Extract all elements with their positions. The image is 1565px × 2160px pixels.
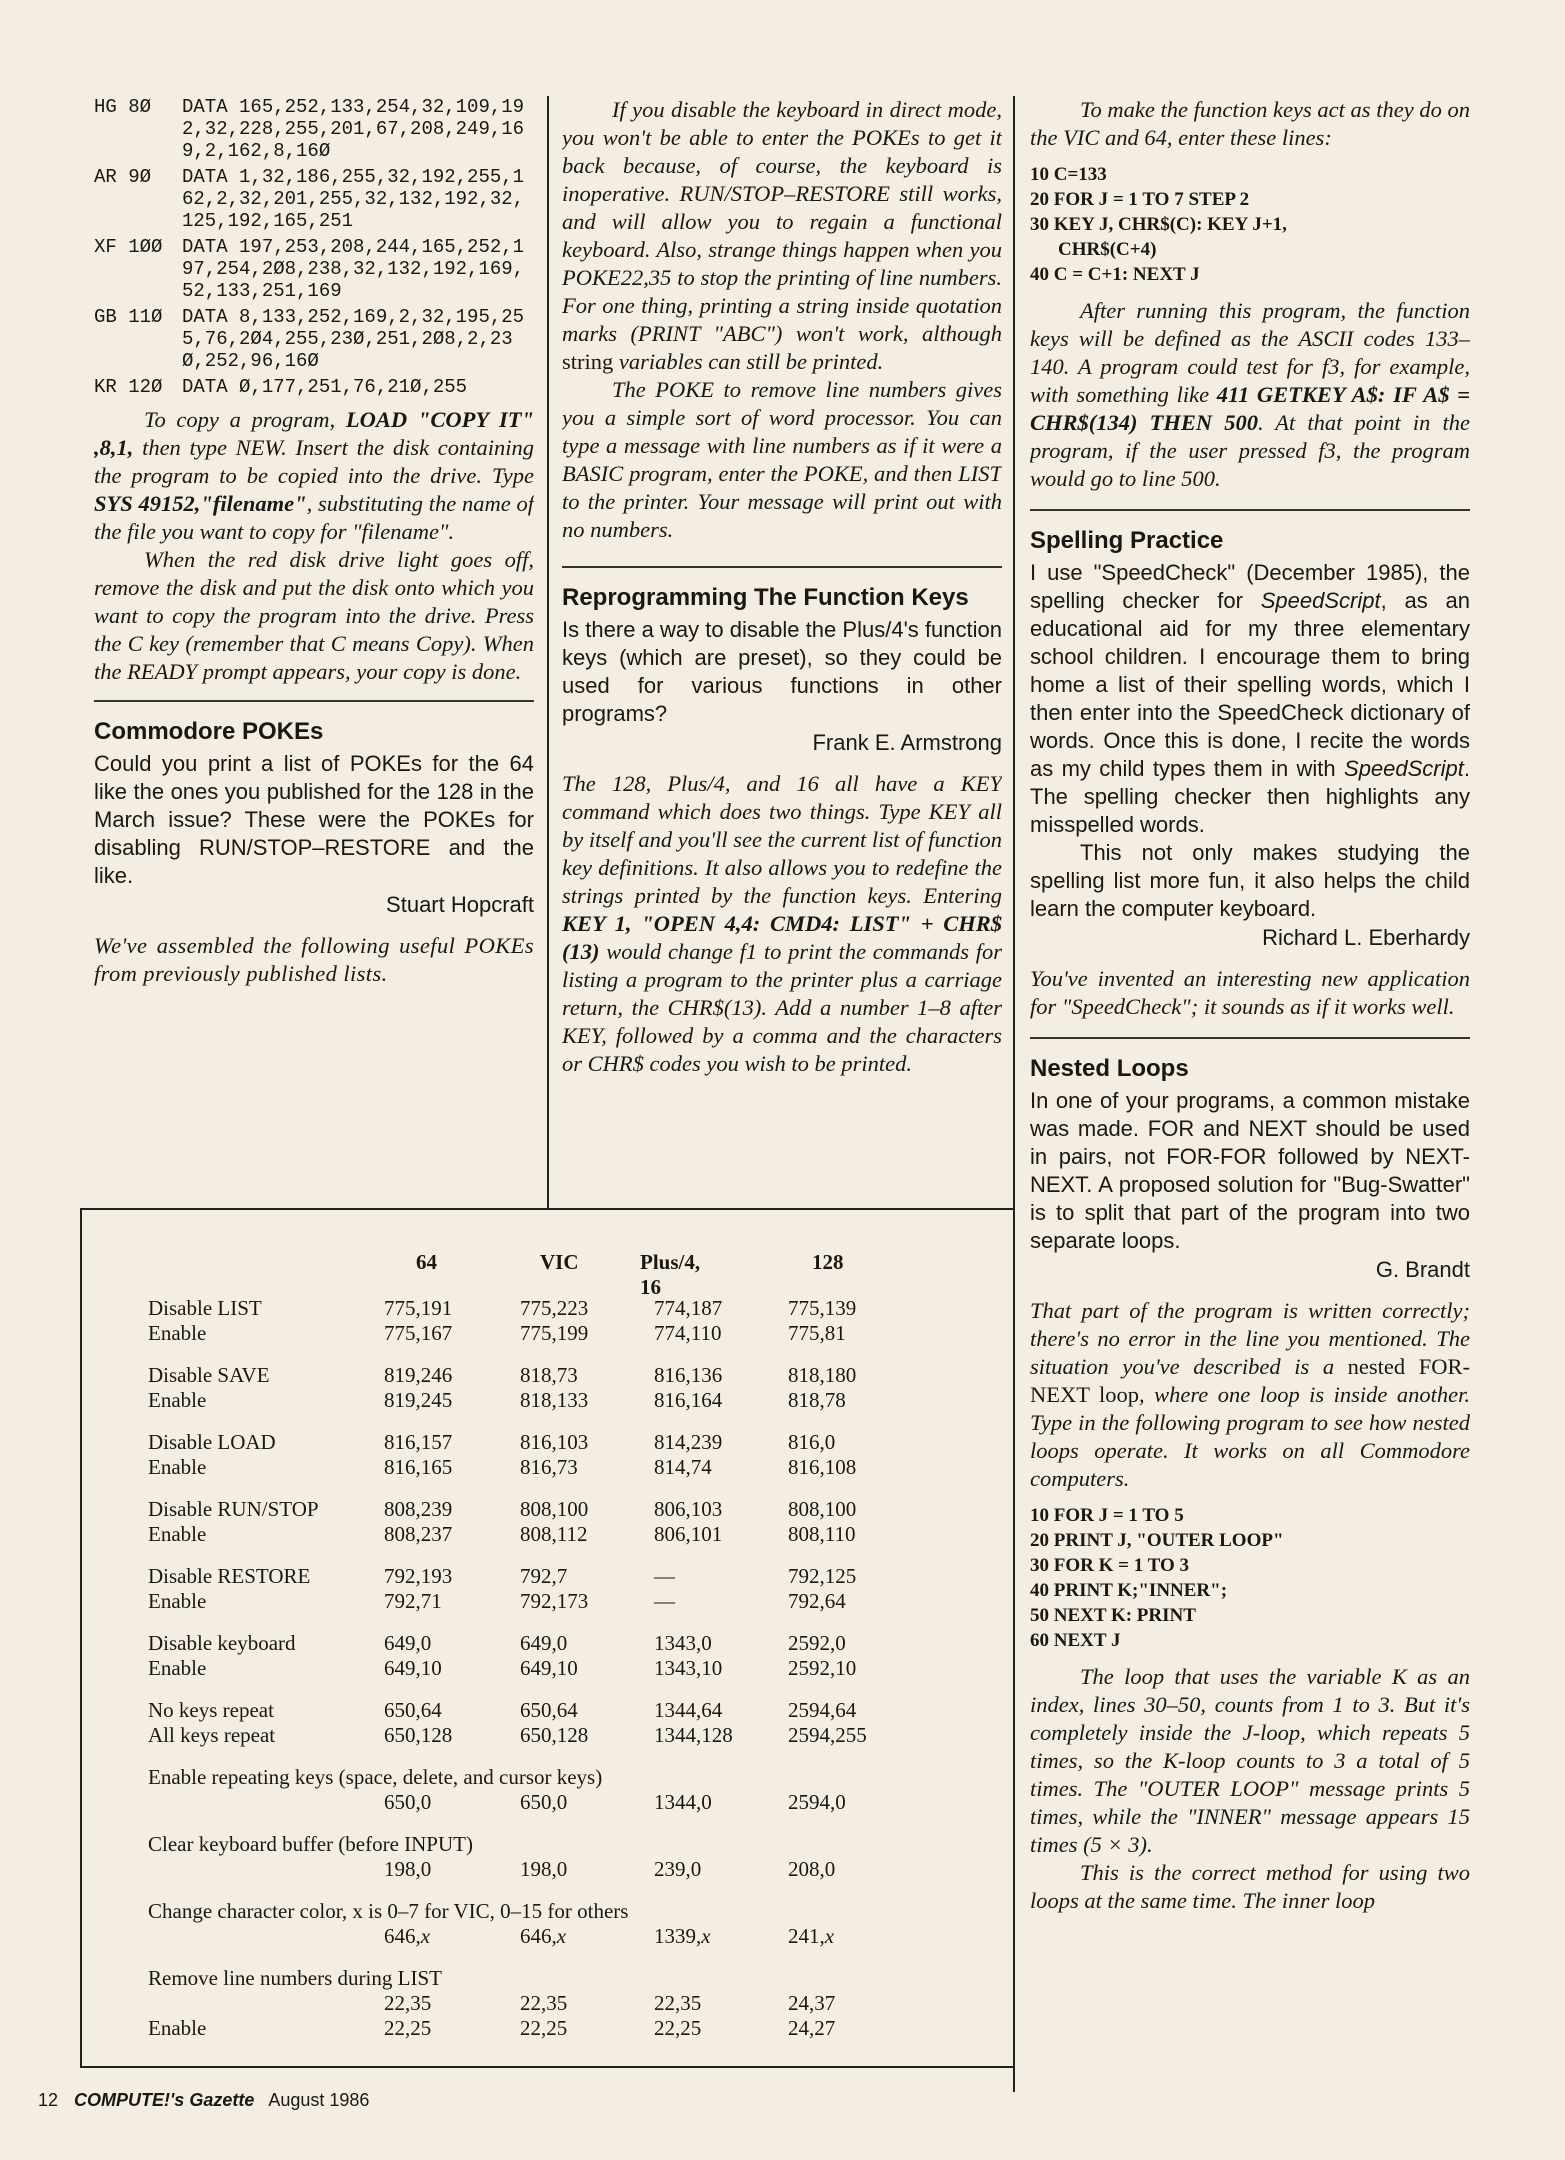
speedscript-title: SpeedScript — [1260, 588, 1381, 613]
explanation-text-b: . At that point in the program, if the user pressed f3, the program would go to line 500. — [1030, 410, 1470, 491]
copy-text-c: , substituting the name of the file you want to copy for "filename". — [94, 491, 534, 544]
variable-x: x — [556, 1924, 567, 1948]
table-row — [148, 1497, 908, 1522]
copy-load-command: LOAD "COPY IT" ,8,1, — [94, 407, 534, 460]
table-cell: 646,x — [520, 1924, 567, 1948]
table-cell: 22,35 — [520, 1991, 568, 2015]
table-cell: 819,246 — [384, 1363, 453, 1387]
code-line: 50 NEXT K: PRINT — [1030, 1605, 1196, 1626]
editor-answer — [562, 770, 1002, 1078]
table-row — [148, 1564, 908, 1589]
data-statement: DATA 1,32,186,255,32,192,255,162,2,32,201,255,32,132,192,32,125,192,165,251 — [182, 166, 525, 232]
function-key-explanation — [1030, 297, 1470, 493]
table-cell: 806,103 — [654, 1497, 723, 1521]
code-line: 40 C = C+1: NEXT J — [1030, 264, 1200, 285]
row-caption: Remove line numbers during LIST — [148, 1966, 442, 1990]
table-cell: 1343,0 — [654, 1631, 712, 1655]
data-line — [94, 376, 534, 398]
table-row — [148, 1723, 908, 1748]
table-cell: 650,128 — [520, 1723, 589, 1747]
checksum-line-number: HG 8Ø — [94, 96, 152, 118]
table-cell: 775,223 — [520, 1296, 589, 1320]
copy-text-a: To copy a program, — [144, 407, 346, 432]
word-processor-note: The POKE to remove line numbers gives you a simple sort of word processor. You can type a message with line numbers as if it were a BASIC program, enter the POKE, and then LIST to the printer. Your message will print out with no numbers. — [562, 377, 1002, 542]
table-cell: 2594,0 — [788, 1790, 846, 1814]
issue-date: August 1986 — [268, 2090, 370, 2110]
table-cell: 239,0 — [654, 1857, 702, 1881]
table-cell: 649,0 — [384, 1631, 432, 1655]
keyboard-note-text: If you disable the keyboard in direct mode, you won't be able to enter the POKEs to get it back because, of course, the keyboard is inoperative. RUN/STOP–RESTORE still works, and will allow you to regain a functional keyboard. Also, strange things happen when you POKE22,35 to stop the printing of line numbers. For one thing, printing a string inside quotation marks (PRINT "ABC") won't work, although — [562, 97, 1002, 346]
answer-text-a: The 128, Plus/4, and 16 all have a KEY command which does two things. Type KEY all by itself and you'll see the current list of function key definitions. It also allows you to redefine the strings printed by the function keys. Entering — [562, 771, 1002, 908]
code-line: 20 PRINT J, "OUTER LOOP" — [1030, 1530, 1284, 1551]
table-cell: 2592,0 — [788, 1631, 846, 1655]
data-statement: DATA 8,133,252,169,2,32,195,255,76,2Ø4,255,23Ø,251,2Ø8,2,23Ø,252,96,16Ø — [182, 306, 525, 372]
table-row — [148, 1966, 908, 1991]
table-cell: 775,191 — [384, 1296, 453, 1320]
row-label: No keys repeat — [148, 1698, 274, 1722]
data-statement: DATA 165,252,133,254,32,109,192,32,228,255,201,67,208,249,169,2,162,8,16Ø — [182, 96, 525, 162]
table-cell: 818,78 — [788, 1388, 846, 1412]
table-cell: 816,165 — [384, 1455, 453, 1479]
table-cell: 818,180 — [788, 1363, 857, 1387]
nested-loop-term: nested FOR-NEXT loop — [1030, 1354, 1470, 1407]
table-cell: 22,25 — [384, 2016, 432, 2040]
table-row — [148, 1832, 908, 1857]
editor-answer: You've invented an interesting new application for "SpeedCheck"; it sounds as if it works well. — [1030, 966, 1470, 1019]
code-line: 60 NEXT J — [1030, 1630, 1121, 1651]
letter-text-b: , as an educational aid for my three elementary school children. I encourage them to bring home a list of their spelling words, which I then enter into the SpeedCheck dictionary of words. Once this is done, I recite the words as my child types them in with — [1030, 588, 1470, 781]
table-cell: 808,112 — [520, 1522, 588, 1546]
table-header-plus4: Plus/4, 16 — [640, 1250, 701, 1299]
table-cell: 241,x — [788, 1924, 835, 1948]
code-line: 10 FOR J = 1 TO 5 — [1030, 1505, 1184, 1526]
copy-instructions — [94, 406, 534, 546]
section-divider — [94, 700, 534, 702]
table-cell: 24,27 — [788, 2016, 836, 2040]
right-column — [1030, 96, 1470, 2092]
middle-column — [562, 96, 1002, 1190]
table-cell: 2594,64 — [788, 1698, 857, 1722]
table-cell: 198,0 — [384, 1857, 432, 1881]
table-cell: 816,73 — [520, 1455, 578, 1479]
data-statement: DATA 197,253,208,244,165,252,197,254,2Ø8,238,32,132,192,169,52,133,251,169 — [182, 236, 525, 302]
checksum-line-number: XF 1ØØ — [94, 236, 163, 258]
letter-signature: Richard L. Eberhardy — [1262, 925, 1470, 950]
column-rule-right — [1013, 96, 1015, 2092]
table-cell: — — [654, 1564, 675, 1588]
table-cell: 649,10 — [520, 1656, 578, 1680]
row-caption: Clear keyboard buffer (before INPUT) — [148, 1832, 473, 1856]
table-cell: 208,0 — [788, 1857, 836, 1881]
keyboard-note-end: variables can still be printed. — [613, 349, 884, 374]
nested-loop-program — [1030, 1503, 1470, 1653]
table-row — [148, 1765, 908, 1790]
copy-instructions-2: When the red disk drive light goes off, remove the disk and put the disk onto which you want to copy the program into the drive. Press the C key (remember that C means Copy). When the READY prompt appears, your copy is done. — [94, 547, 534, 684]
table-header-64: 64 — [416, 1250, 437, 1274]
table-cell: 775,167 — [384, 1321, 453, 1345]
row-label: Disable keyboard — [148, 1631, 296, 1655]
column-rule-left — [547, 96, 549, 1208]
table-cell: 650,64 — [520, 1698, 578, 1722]
code-line: 30 KEY J, CHR$(C): KEY J+1, — [1030, 214, 1287, 235]
code-line: 30 FOR K = 1 TO 3 — [1030, 1555, 1189, 1576]
table-row — [148, 1522, 908, 1547]
variable-x: x — [824, 1924, 835, 1948]
section-divider — [562, 566, 1002, 568]
page-number: 12 — [38, 2090, 59, 2110]
table-row — [148, 1296, 908, 1321]
row-label: Disable LOAD — [148, 1430, 276, 1454]
table-cell: 808,110 — [788, 1522, 856, 1546]
table-cell: 650,128 — [384, 1723, 453, 1747]
getkey-example: 411 GETKEY A$: IF A$ = CHR$(134) THEN 500 — [1030, 382, 1470, 435]
row-label: All keys repeat — [148, 1723, 276, 1747]
row-label: Disable RUN/STOP — [148, 1497, 319, 1521]
table-cell: 775,199 — [520, 1321, 589, 1345]
letter-question: Is there a way to disable the Plus/4's function keys (which are preset), so they could be used for various functions in other programs? — [562, 617, 1002, 726]
table-cell: 650,0 — [384, 1790, 432, 1814]
table-cell: 816,108 — [788, 1455, 857, 1479]
table-cell: 1344,0 — [654, 1790, 712, 1814]
data-line — [94, 166, 534, 232]
table-cell: 792,173 — [520, 1589, 589, 1613]
answer-text-a: That part of the program is written correctly; there's no error in the line you mentioned. The situation you've described is a — [1030, 1298, 1470, 1379]
table-cell: 646,x — [384, 1924, 431, 1948]
row-caption: Change character color, x is 0–7 for VIC, 0–15 for others — [148, 1899, 629, 1923]
table-row — [148, 1388, 908, 1413]
variable-x: x — [701, 1924, 711, 1948]
table-cell: 1339,x — [654, 1924, 711, 1948]
data-line — [94, 96, 534, 162]
checksum-line-number: AR 9Ø — [94, 166, 152, 188]
table-cell: — — [654, 1589, 675, 1613]
letter-signature: Stuart Hopcraft — [386, 892, 534, 917]
table-row — [148, 1363, 908, 1388]
letter-question: Could you print a list of POKEs for the 64 like the ones you published for the 128 in the March issue? These were the POKEs for disabling RUN/STOP–RESTORE and the like. — [94, 751, 534, 888]
table-cell: 649,10 — [384, 1656, 442, 1680]
row-label: Enable — [148, 1589, 207, 1613]
table-cell: 22,25 — [520, 2016, 568, 2040]
code-line: CHR$(C+4) — [1058, 239, 1157, 260]
table-cell: 2592,10 — [788, 1656, 857, 1680]
table-cell: 22,35 — [654, 1991, 702, 2015]
speedscript-title: SpeedScript — [1344, 756, 1464, 781]
table-row — [148, 1991, 908, 2016]
table-row — [148, 1790, 908, 1815]
table-cell: 2594,255 — [788, 1723, 867, 1747]
letter-question: In one of your programs, a common mistake was made. FOR and NEXT should be used in pairs, not FOR-FOR followed by NEXT-NEXT. A proposed solution for "Bug-Swatter" is to split that part of the program into two separate loops. — [1030, 1088, 1470, 1253]
table-cell: 649,0 — [520, 1631, 568, 1655]
row-label: Disable SAVE — [148, 1363, 270, 1387]
table-cell: 792,71 — [384, 1589, 442, 1613]
table-row — [148, 1924, 908, 1949]
table-row — [148, 2016, 908, 2041]
editor-answer: We've assembled the following useful POKEs from previously published lists. — [94, 933, 534, 986]
table-cell: 774,187 — [654, 1296, 723, 1320]
section-heading-spelling-practice: Spelling Practice — [1030, 527, 1224, 554]
table-cell: 808,100 — [520, 1497, 589, 1521]
row-label: Enable — [148, 2016, 207, 2040]
editor-answer — [1030, 1297, 1470, 1493]
table-cell: 816,103 — [520, 1430, 589, 1454]
table-cell: 808,237 — [384, 1522, 453, 1546]
table-row — [148, 1698, 908, 1723]
table-row — [148, 1857, 908, 1882]
letter-signature: G. Brandt — [1375, 1257, 1470, 1282]
section-heading-function-keys: Reprogramming The Function Keys — [562, 584, 969, 611]
row-label: Enable — [148, 1522, 207, 1546]
copy-sys-command: SYS 49152,"filename" — [94, 491, 307, 516]
row-label: Disable LIST — [148, 1296, 262, 1320]
table-cell: 650,0 — [520, 1790, 568, 1814]
table-cell: 808,100 — [788, 1497, 857, 1521]
section-heading-commodore-pokes: Commodore POKEs — [94, 718, 324, 745]
letter-question-2: This not only makes studying the spelling list more fun, it also helps the child learn the computer keyboard. — [1030, 840, 1470, 921]
table-cell: 818,133 — [520, 1388, 589, 1412]
table-cell: 1344,128 — [654, 1723, 733, 1747]
table-cell: 1343,10 — [654, 1656, 723, 1680]
table-cell: 816,164 — [654, 1388, 723, 1412]
section-heading-nested-loops: Nested Loops — [1030, 1055, 1189, 1082]
letter-question — [1030, 559, 1470, 839]
table-row — [148, 1455, 908, 1480]
table-cell: 792,125 — [788, 1564, 857, 1588]
function-key-program — [1030, 162, 1470, 287]
table-cell: 814,239 — [654, 1430, 723, 1454]
table-cell: 806,101 — [654, 1522, 723, 1546]
left-column — [94, 96, 534, 1190]
table-cell: 808,239 — [384, 1497, 453, 1521]
table-row — [148, 1899, 908, 1924]
row-caption: Enable repeating keys (space, delete, and cursor keys) — [148, 1765, 603, 1789]
magazine-name: COMPUTE!'s Gazette — [74, 2090, 255, 2110]
table-cell: 816,136 — [654, 1363, 723, 1387]
data-listing — [94, 96, 534, 398]
table-row — [148, 1656, 908, 1681]
table-cell: 816,157 — [384, 1430, 453, 1454]
function-key-intro: To make the function keys act as they do on the VIC and 64, enter these lines: — [1030, 97, 1470, 150]
table-cell: 792,193 — [384, 1564, 453, 1588]
table-cell: 24,37 — [788, 1991, 836, 2015]
table-cell: 650,64 — [384, 1698, 442, 1722]
code-line: 20 FOR J = 1 TO 7 STEP 2 — [1030, 189, 1250, 210]
table-cell: 775,139 — [788, 1296, 857, 1320]
key-command-example: KEY 1, "OPEN 4,4: CMD4: LIST" + CHR$ (13) — [562, 911, 1002, 964]
code-line: 10 C=133 — [1030, 164, 1107, 185]
copy-text-b: then type NEW. Insert the disk containing the program to be copied into the drive. Type — [94, 435, 534, 488]
data-line — [94, 236, 534, 302]
table-cell: 198,0 — [520, 1857, 568, 1881]
table-cell: 814,74 — [654, 1455, 712, 1479]
data-line — [94, 306, 534, 372]
explanation-text-a: After running this program, the function keys will be defined as the ASCII codes 133–140. A program could test for f3, for example, with something like — [1030, 298, 1470, 407]
row-label: Enable — [148, 1455, 207, 1479]
table-cell: 819,245 — [384, 1388, 453, 1412]
keyboard-note-string: string — [562, 349, 614, 374]
variable-x: x — [420, 1924, 431, 1948]
table-row — [148, 1321, 908, 1346]
checksum-line-number: GB 11Ø — [94, 306, 163, 328]
table-cell: 818,73 — [520, 1363, 578, 1387]
table-header-vic: VIC — [540, 1250, 579, 1274]
table-header-128: 128 — [812, 1250, 844, 1274]
table-cell: 774,110 — [654, 1321, 722, 1345]
table-cell: 1344,64 — [654, 1698, 723, 1722]
section-divider — [1030, 1037, 1470, 1039]
nested-loop-explanation-2: This is the correct method for using two loops at the same time. The inner loop — [1030, 1860, 1470, 1913]
table-cell: 775,81 — [788, 1321, 846, 1345]
checksum-line-number: KR 12Ø — [94, 376, 163, 398]
table-cell: 792,7 — [520, 1564, 568, 1588]
nested-loop-explanation: The loop that uses the variable K as an index, lines 30–50, counts from 1 to 3. But it's completely inside the J-loop, which repeats 5 times, so the K-loop counts to 3 a total of 5 times. The "OUTER LOOP" message prints 5 times, while the "INNER" message appears 15 times (5 × 3). — [1030, 1664, 1470, 1857]
row-label: Enable — [148, 1656, 207, 1680]
row-label: Disable RESTORE — [148, 1564, 311, 1588]
keyboard-note — [562, 96, 1002, 376]
table-cell: 792,64 — [788, 1589, 846, 1613]
table-cell: 816,0 — [788, 1430, 836, 1454]
page-footer — [38, 2090, 369, 2111]
letter-signature: Frank E. Armstrong — [812, 730, 1002, 755]
answer-text-b: would change f1 to print the commands for listing a program to the printer plus a carriage return, the CHR$(13). Add a number 1–8 after KEY, followed by a comma and the characters or CHR$ codes you wish to be printed. — [562, 939, 1002, 1076]
letter-text-a: I use "SpeedCheck" (December 1985), the spelling checker for — [1030, 560, 1470, 613]
data-statement: DATA Ø,177,251,76,21Ø,255 — [182, 376, 468, 398]
letter-text-c: . The spelling checker then highlights any misspelled words. — [1030, 756, 1470, 837]
table-row — [148, 1430, 908, 1455]
table-cell: 22,25 — [654, 2016, 702, 2040]
section-divider — [1030, 509, 1470, 511]
code-line: 40 PRINT K;"INNER"; — [1030, 1580, 1228, 1601]
answer-text-b: , where one loop is inside another. Type in the following program to see how nested loops operate. It works on all Commodore computers. — [1030, 1382, 1470, 1491]
row-label: Enable — [148, 1321, 207, 1345]
table-cell: 22,35 — [384, 1991, 432, 2015]
table-row — [148, 1589, 908, 1614]
table-row — [148, 1631, 908, 1656]
row-label: Enable — [148, 1388, 207, 1412]
